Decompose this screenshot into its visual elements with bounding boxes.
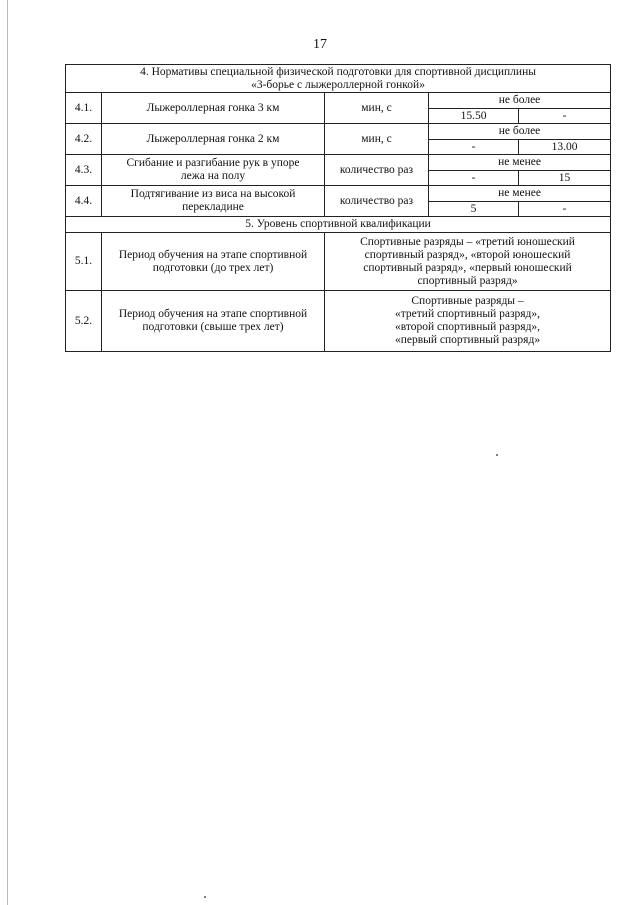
row-number: 4.2. [66, 124, 102, 155]
table-row-4-1 [66, 93, 611, 109]
training-period-line1: Период обучения на этапе спортивной [118, 308, 308, 320]
exercise-name: Лыжероллерная гонка 2 км [102, 124, 325, 155]
exercise-name-line2: лежа на полу [180, 170, 246, 182]
scan-speck [204, 896, 206, 898]
section-4-title-line2: «3-борье с лыжероллерной гонкой» [251, 78, 425, 91]
exercise-name-line1: Подтягивание из виса на высокой [130, 188, 296, 200]
scan-edge-line [7, 0, 8, 905]
unit: мин, с [325, 93, 429, 124]
training-period-line2: подготовки (до трех лет) [152, 261, 274, 274]
training-period-line1: Период обучения на этапе спортивной [118, 248, 308, 261]
training-period [102, 291, 325, 352]
section-5-header-row [66, 217, 611, 233]
row-number: 5.1. [66, 233, 102, 291]
sport-ranks-line4: спортивный разряд» [417, 274, 518, 287]
norms-table [65, 64, 611, 352]
norm-value-2: 13.00 [519, 140, 611, 155]
section-5-title: 5. Уровень спортивной квалификации [66, 217, 611, 233]
unit: количество раз [325, 155, 429, 186]
norm-value-1: 15.50 [429, 109, 519, 124]
sport-ranks-line1: Спортивные разряды – [411, 295, 524, 307]
sport-ranks-line2: спортивный разряд», «второй юношеский [364, 248, 571, 261]
sport-ranks-line3: спортивный разряд», «первый юношеский [363, 261, 572, 274]
norm-value-1: 5 [429, 202, 519, 217]
sport-ranks [325, 233, 611, 291]
exercise-name-line2: перекладине [182, 201, 244, 213]
exercise-name-line1: Сгибание и разгибание рук в упоре [126, 157, 300, 169]
sport-ranks-line1: Спортивные разряды – «третий юношеский [360, 235, 575, 248]
table-row-4-4 [66, 186, 611, 202]
norm-value-2: 15 [519, 171, 611, 186]
section-4-title-line1: 4. Нормативы специальной физической подготовки для спортивной дисциплины [140, 65, 536, 78]
condition: не более [429, 124, 611, 140]
exercise-name: Лыжероллерная гонка 3 км [102, 93, 325, 124]
norm-value-2: - [519, 109, 611, 124]
condition: не менее [429, 186, 611, 202]
sport-ranks-line3: «второй спортивный разряд», [394, 321, 541, 333]
exercise-name [102, 186, 325, 217]
norm-value-2: - [519, 202, 611, 217]
row-number: 4.4. [66, 186, 102, 217]
section-4-title [66, 65, 611, 93]
exercise-name [102, 155, 325, 186]
unit: мин, с [325, 124, 429, 155]
table-row-4-2 [66, 124, 611, 140]
unit: количество раз [325, 186, 429, 217]
scan-speck [496, 454, 498, 456]
sport-ranks-line2: «третий спортивный разряд», [395, 308, 541, 320]
row-number: 4.1. [66, 93, 102, 124]
table-row-5-1 [66, 233, 611, 291]
training-period [102, 233, 325, 291]
page-number: 17 [313, 37, 327, 52]
norm-value-1: - [429, 140, 519, 155]
condition: не менее [429, 155, 611, 171]
table-row-5-2 [66, 291, 611, 352]
row-number: 4.3. [66, 155, 102, 186]
section-4-header-row [66, 65, 611, 93]
sport-ranks [325, 291, 611, 352]
norm-value-1: - [429, 171, 519, 186]
row-number: 5.2. [66, 291, 102, 352]
condition: не более [429, 93, 611, 109]
training-period-line2: подготовки (свыше трех лет) [142, 321, 284, 333]
sport-ranks-line4: «первый спортивный разряд» [394, 334, 541, 346]
table-row-4-3 [66, 155, 611, 171]
